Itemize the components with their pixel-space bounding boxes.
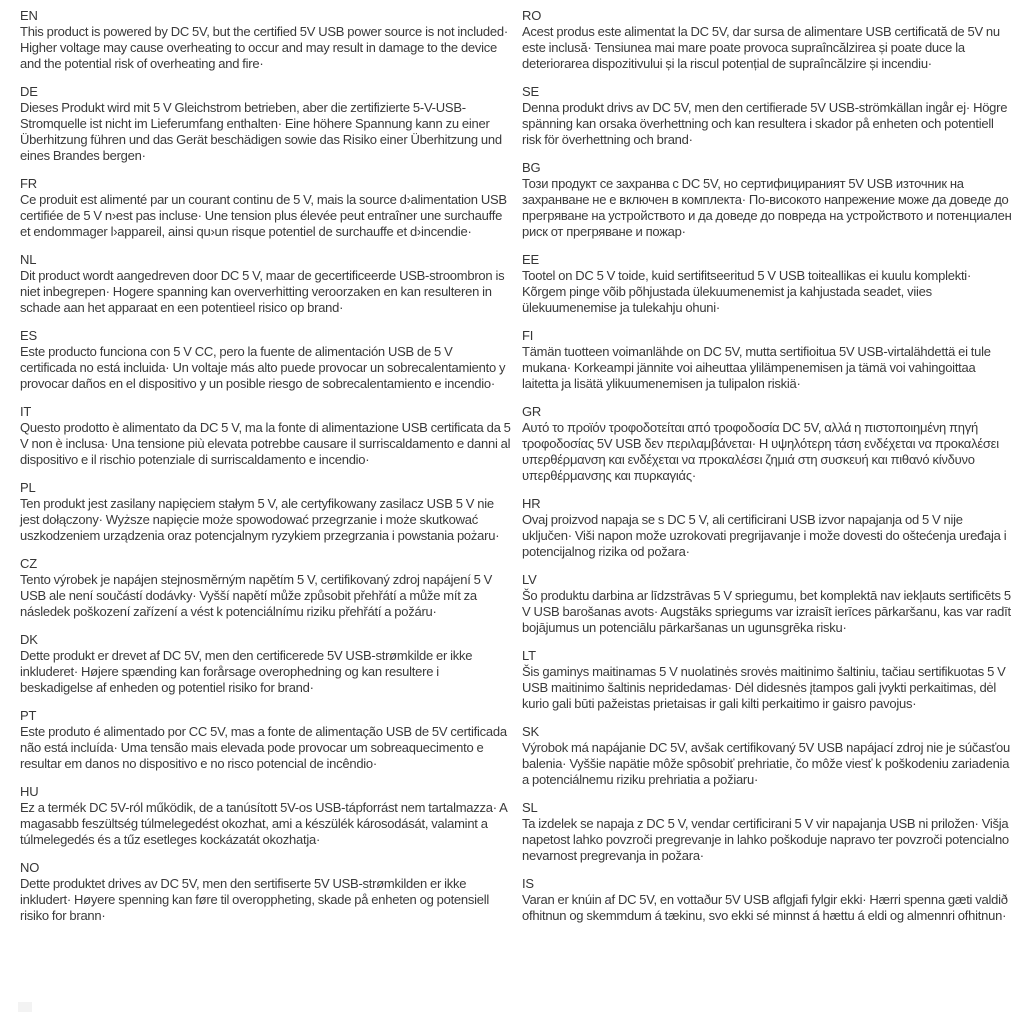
lang-text: Dette produktet drives av DC 5V, men den sertifiserte 5V USB-strømkilden er ikke inkludert· Høyere spenning kan føre til overoppheting, skade på enheten og potensiell risiko for brann· (20, 876, 490, 923)
lang-text: Šo produktu darbina ar līdzstrāvas 5 V spriegumu, bet komplektā nav iekļauts sertificēts 5 V USB barošanas avots· Augstāks spriegums var izraisīt ierīces pārkaršanu, kas var radīt bojājumus un potenciālu pārkaršanas un ugunsgrēka risku· (522, 588, 1011, 635)
lang-text: Questo prodotto è alimentato da DC 5 V, ma la fonte di alimentazione USB certificata da 5 V non è inclusa· Una tensione più elevata potrebbe causare il surriscaldamento e danni al dispositivo e il rischio potenziale di surriscaldamento e incendio· (20, 420, 511, 467)
lang-code: DE (20, 84, 38, 99)
lang-code: BG (522, 160, 541, 175)
lang-text: Този продукт се захранва с DC 5V, но сертифицираният 5V USB източник на захранване не е включен в комплекта· По-високото напрежение може да доведе до прегряване на устройството и да доведе до повреда на устройството и потенциален риск от прегряване и пожар· (522, 176, 1012, 239)
left-column (20, 8, 512, 936)
lang-text: Varan er knúin af DC 5V, en vottaður 5V USB aflgjafi fylgir ekki· Hærri spenna gæti valdið ofhitnun og skemmdum á tækinu, svo ekki sé minnst á hættu á eldi og almennri ofhitnun· (522, 892, 1008, 923)
lang-section-no (20, 860, 512, 924)
lang-text: Este produto é alimentado por CC 5V, mas a fonte de alimentação USB de 5V certificada não está incluída· Uma tensão mais elevada pode provocar um sobreaquecimento e resultar em danos no dispositivo e no risco potencial de incêndio· (20, 724, 507, 771)
lang-text: Ovaj proizvod napaja se s DC 5 V, ali certificirani USB izvor napajanja od 5 V nije uključen· Viši napon može uzrokovati pregrijavanje i može dovesti do oštećenja uređaja i potencijalnog rizika od požara· (522, 512, 1007, 559)
lang-text: Dieses Produkt wird mit 5 V Gleichstrom betrieben, aber die zertifizierte 5-V-USB-Stromquelle ist nicht im Lieferumfang enthalten· Eine höhere Spannung kann zu einer Überhitzung führen und das Gerät beschädigen sowie das Risiko einer Überhitzung und eines Brandes bergen· (20, 100, 502, 163)
lang-section-sl (522, 800, 1012, 864)
lang-code: CZ (20, 556, 37, 571)
lang-text: Acest produs este alimentat la DC 5V, dar sursa de alimentare USB certificată de 5V nu este inclusă· Tensiunea mai mare poate provoca supraîncălzirea și poate duce la deteriorarea dispozitivului și la riscul potențial de supraîncălzire și incendiu· (522, 24, 1000, 71)
lang-text: Tootel on DC 5 V toide, kuid sertifitseeritud 5 V USB toiteallikas ei kuulu komplekti· Kõrgem pinge võib põhjustada ülekuumenemist ja kahjustada seadet, viies ülekuumenemise ja tulekahju ohuni· (522, 268, 972, 315)
lang-section-es (20, 328, 512, 392)
lang-section-lv (522, 572, 1012, 636)
lang-section-fi (522, 328, 1012, 392)
lang-code: SE (522, 84, 539, 99)
lang-code: FR (20, 176, 37, 191)
lang-code: DK (20, 632, 38, 647)
lang-code: PT (20, 708, 37, 723)
lang-section-dk (20, 632, 512, 696)
lang-code: IS (522, 876, 534, 891)
lang-text: Ta izdelek se napaja z DC 5 V, vendar certificirani 5 V vir napajanja USB ni priložen· Višja napetost lahko povzroči pregrevanje in lahko poškoduje napravo ter povzroči potencialno nevarnost pregrevanja in požara· (522, 816, 1009, 863)
lang-section-lt (522, 648, 1012, 712)
lang-section-cz (20, 556, 512, 620)
lang-code: ES (20, 328, 37, 343)
lang-code: HR (522, 496, 541, 511)
lang-text: Tento výrobek je napájen stejnosměrným napětím 5 V, certifikovaný zdroj napájení 5 V USB ale není součástí dodávky· Vyšší napětí může způsobit přehřátí a může mít za následek poškození zařízení a vést k potenciálnímu riziku přehřátí a požáru· (20, 572, 493, 619)
lang-text: Ez a termék DC 5V-ról működik, de a tanúsított 5V-os USB-tápforrást nem tartalmazza· A magasabb feszültség túlmelegedést okozhat, ami a készülék károsodását, valamint a túlmelegedés és a tűz esetleges kockázatát okozhatja· (20, 800, 507, 847)
lang-code: PL (20, 480, 36, 495)
lang-code: SL (522, 800, 538, 815)
lang-section-se (522, 84, 1012, 148)
lang-text: Ce produit est alimenté par un courant continu de 5 V, mais la source d›alimentation USB certifiée de 5 V n›est pas incluse· Une tension plus élevée peut entraîner une surchauffe et endommager l›appareil, ainsi qu›un risque potentiel de surchauffe et d›incendie· (20, 192, 507, 239)
lang-section-bg (522, 160, 1012, 240)
lang-text: Αυτό το προϊόν τροφοδοτείται από τροφοδοσία DC 5V, αλλά η πιστοποιημένη πηγή τροφοδοσίας 5V USB δεν περιλαμβάνεται· Η υψηλότερη τάση ενδέχεται να προκαλέσει υπερθέρμανση και ενδέχεται να προκαλέσει ζημιά στη συσκευή και πιθανό κίνδυνο υπερθέρμανσης και πυρκαγιάς· (522, 420, 999, 483)
lang-text: Výrobok má napájanie DC 5V, avšak certifikovaný 5V USB napájací zdroj nie je súčasťou balenia· Vyššie napätie môže spôsobiť prehriatie, čo môže viesť k poškodeniu zariadenia a potenciálnemu riziku prehriatia a požiaru· (522, 740, 1010, 787)
scan-artifact (18, 1002, 32, 1012)
lang-text: This product is powered by DC 5V, but the certified 5V USB power source is not included· Higher voltage may cause overheating to occur and may result in damage to the device and the potential risk of overheating and fire· (20, 24, 508, 71)
lang-text: Este producto funciona con 5 V CC, pero la fuente de alimentación USB de 5 V certificada no está incluida· Un voltaje más alto puede provocar un sobrecalentamiento y provocar daños en el dispositivo y un posible riesgo de sobrecalentamiento e incendio· (20, 344, 506, 391)
lang-section-ee (522, 252, 1012, 316)
lang-section-hr (522, 496, 1012, 560)
lang-text: Tämän tuotteen voimanlähde on DC 5V, mutta sertifioitua 5V USB-virtalähdettä ei tule mukana· Korkeampi jännite voi aiheuttaa ylilämpenemisen ja tämä voi vahingoittaa laitetta ja lisätä ylikuumenemisen ja tulipalon riskiä· (522, 344, 991, 391)
lang-text: Dit product wordt aangedreven door DC 5 V, maar de gecertificeerde USB-stroombron is niet inbegrepen· Hogere spanning kan oververhitting veroorzaken en kan resulteren in schade aan het apparaat en een potentieel risico op brand· (20, 268, 505, 315)
lang-section-gr (522, 404, 1012, 484)
lang-text: Denna produkt drivs av DC 5V, men den certifierade 5V USB-strömkällan ingår ej· Högre spänning kan orsaka överhettning och kan resultera i skador på enheten och potentiell risk för överhettning och brand· (522, 100, 1008, 147)
lang-code: EN (20, 8, 38, 23)
lang-code: FI (522, 328, 534, 343)
lang-section-it (20, 404, 512, 468)
lang-section-hu (20, 784, 512, 848)
lang-section-de (20, 84, 512, 164)
lang-code: EE (522, 252, 539, 267)
lang-section-ro (522, 8, 1012, 72)
lang-section-nl (20, 252, 512, 316)
lang-section-en (20, 8, 512, 72)
lang-section-sk (522, 724, 1012, 788)
lang-code: SK (522, 724, 539, 739)
lang-code: IT (20, 404, 32, 419)
lang-code: GR (522, 404, 542, 419)
lang-text: Dette produkt er drevet af DC 5V, men den certificerede 5V USB-strømkilde er ikke inkluderet· Højere spænding kan forårsage overophedning og kan resultere i beskadigelse af enheden og potentiel risiko for brand· (20, 648, 473, 695)
lang-section-fr (20, 176, 512, 240)
lang-code: LT (522, 648, 536, 663)
lang-code: NL (20, 252, 37, 267)
lang-code: HU (20, 784, 39, 799)
lang-code: LV (522, 572, 537, 587)
lang-section-is (522, 876, 1012, 924)
lang-code: RO (522, 8, 542, 23)
lang-section-pl (20, 480, 512, 544)
lang-section-pt (20, 708, 512, 772)
lang-code: NO (20, 860, 40, 875)
lang-text: Ten produkt jest zasilany napięciem stałym 5 V, ale certyfikowany zasilacz USB 5 V nie jest dołączony· Wyższe napięcie może spowodować przegrzanie i może skutkować uszkodzeniem urządzenia oraz potencjalnym ryzykiem przegrzania i powstania pożaru· (20, 496, 500, 543)
lang-text: Šis gaminys maitinamas 5 V nuolatinės srovės maitinimo šaltiniu, tačiau sertifikuotas 5 V USB maitinimo šaltinis nepridedamas· Dėl didesnės įtampos gali įvykti perkaitimas, dėl kurio gali būti pažeistas prietaisas ir gali kilti perkaitimo ir gaisro pavojus· (522, 664, 1006, 711)
right-column (522, 8, 1012, 936)
